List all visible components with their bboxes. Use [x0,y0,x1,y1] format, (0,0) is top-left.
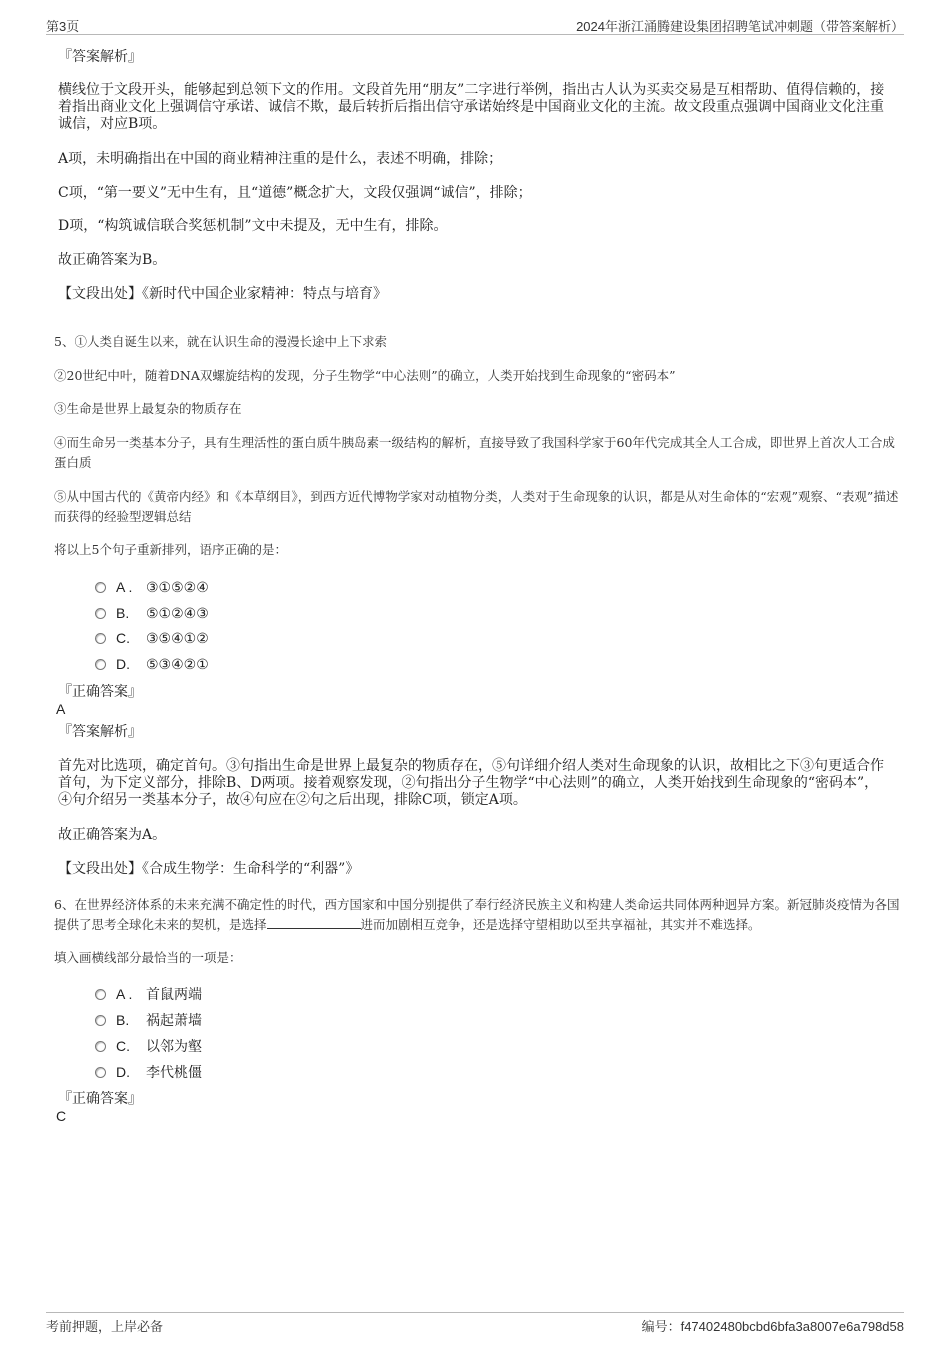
option-text: 以邻为壑 [146,1039,202,1055]
radio-button[interactable] [95,989,106,1000]
q5-source: 【文段出处】《合成生物学：生命科学的“利器”》 [58,861,360,877]
footer-code [642,1316,904,1335]
option-text: ③①⑤②④ [146,580,209,596]
q5-conclusion: 故正确答案为A。 [58,827,167,843]
option-text: ⑤③④②① [146,657,209,673]
q5-option-c[interactable] [95,629,209,648]
q5-sentence-5: ⑤从中国古代的《黄帝内经》和《本草纲目》，到西方近代博物学家对动植物分类，人类对于生命现象的认识，都是从对生命体的“宏观”观察、“表观”描述而获得的经验型逻辑总结 [54,489,899,524]
option-text: ③⑤④①② [146,631,209,647]
footer-code-label: 编号： [641,1319,681,1334]
document-title: 2024年浙江涌腾建设集团招聘笔试冲刺题（带答案解析） [576,19,904,34]
option-letter: A . [116,579,133,595]
option-letter: B. [116,1012,130,1028]
option-letter: B. [116,605,130,621]
option-letter: C. [116,1038,130,1054]
q6-option-c[interactable] [95,1037,202,1056]
q6-option-a[interactable] [95,985,202,1004]
option-text: ⑤①②④③ [146,606,209,622]
q6-prompt: 填入画横线部分最恰当的一项是： [54,950,242,965]
q5-option-b[interactable] [95,604,209,623]
radio-button[interactable] [95,1015,106,1026]
q4-source: 【文段出处】《新时代中国企业家精神：特点与培育》 [58,286,387,302]
option-letter: C. [116,630,130,646]
radio-button[interactable] [95,659,106,670]
q6-stem-part2: 进而加剧相互竞争，还是选择守望相助以至共享福祉，其实并不难选择。 [360,917,761,932]
radio-button[interactable] [95,608,106,619]
option-text: 李代桃僵 [146,1065,202,1081]
page-number: 第3页 [46,19,80,34]
q5-sentence-4: ④而生命另一类基本分子，具有生理活性的蛋白质牛胰岛素一级结构的解析，直接导致了我国科学家于60年代完成其全人工合成，即世界上首次人工合成蛋白质 [54,435,895,470]
fill-blank [267,916,361,929]
q4-point-a: A项，未明确指出在中国的商业精神注重的是什么，表述不明确，排除； [58,151,503,167]
option-letter: D. [116,656,130,672]
q6-answer: C [56,1108,67,1124]
radio-button[interactable] [95,633,106,644]
q6-option-b[interactable] [95,1011,202,1030]
q5-analysis-text: 首先对比选项，确定首句。③句指出生命是世界上最复杂的物质存在，⑤句详细介绍人类对生命现象的认识，故相比之下③句更适合作首句，为下定义部分，排除B、D两项。接着观察发现，②句指出分子生物学“中心法则”的确立，人类开始找到生命现象的“密码本”，④句介绍另一类基本分子，故④句应在②句之后出现，排除C项，锁定A项。 [58,758,884,808]
q5-sentence-1: 5、①人类自诞生以来，就在认识生命的漫漫长途中上下求索 [54,334,387,349]
q6-stem-part1: 6、在世界经济体系的未来充满不确定性的时代，西方国家和中国分别提供了奉行经济民族主义和构建人类命运共同体两种迥异方案。新冠肺炎疫情为各国提供了思考全球化未来的契机，是选择 [54,897,900,932]
q6-stem [54,895,902,935]
q5-sentence-3: ③生命是世界上最复杂的物质存在 [54,401,242,416]
footer-slogan: 考前押题，上岸必备 [46,1319,164,1334]
q5-prompt: 将以上5个句子重新排列，语序正确的是： [54,542,287,557]
option-letter: D. [116,1064,130,1080]
page-footer [46,1312,904,1335]
q6-option-d[interactable] [95,1063,202,1082]
q5-sentence-2: ②20世纪中叶，随着DNA双螺旋结构的发现，分子生物学“中心法则”的确立，人类开始找到生命现象的“密码本” [54,368,676,383]
option-letter: A . [116,986,133,1002]
q4-point-c: C项，“第一要义”无中生有，且“道德”概念扩大，文段仅强调“诚信”，排除； [58,185,532,201]
q5-answer: A [56,701,66,717]
q5-answer-label: 『正确答案』 [58,684,142,700]
q5-analysis-label: 『答案解析』 [58,724,142,740]
radio-button[interactable] [95,1041,106,1052]
q5-option-a[interactable] [95,578,209,597]
q4-point-d: D项，“构筑诚信联合奖惩机制”文中未提及，无中生有，排除。 [58,218,448,234]
option-text: 首鼠两端 [146,987,202,1003]
radio-button[interactable] [95,1067,106,1078]
q6-answer-label: 『正确答案』 [58,1091,142,1107]
option-text: 祸起萧墙 [146,1013,202,1029]
footer-code-value: f47402480bcbd6bfa3a8007e6a798d58 [680,1319,904,1334]
radio-button[interactable] [95,582,106,593]
q4-conclusion: 故正确答案为B。 [58,252,167,268]
q4-analysis-text: 横线位于文段开头，能够起到总领下文的作用。文段首先用“朋友”二字进行举例，指出古人认为买卖交易是互相帮助、值得信赖的，接着指出商业文化上强调信守承诺、诚信不欺，最后转折后指出信守承诺始终是中国商业文化的主流。故文段重点强调中国商业文化注重诚信，对应B项。 [58,82,885,132]
q4-analysis-label: 『答案解析』 [58,49,142,65]
q5-option-d[interactable] [95,655,209,674]
